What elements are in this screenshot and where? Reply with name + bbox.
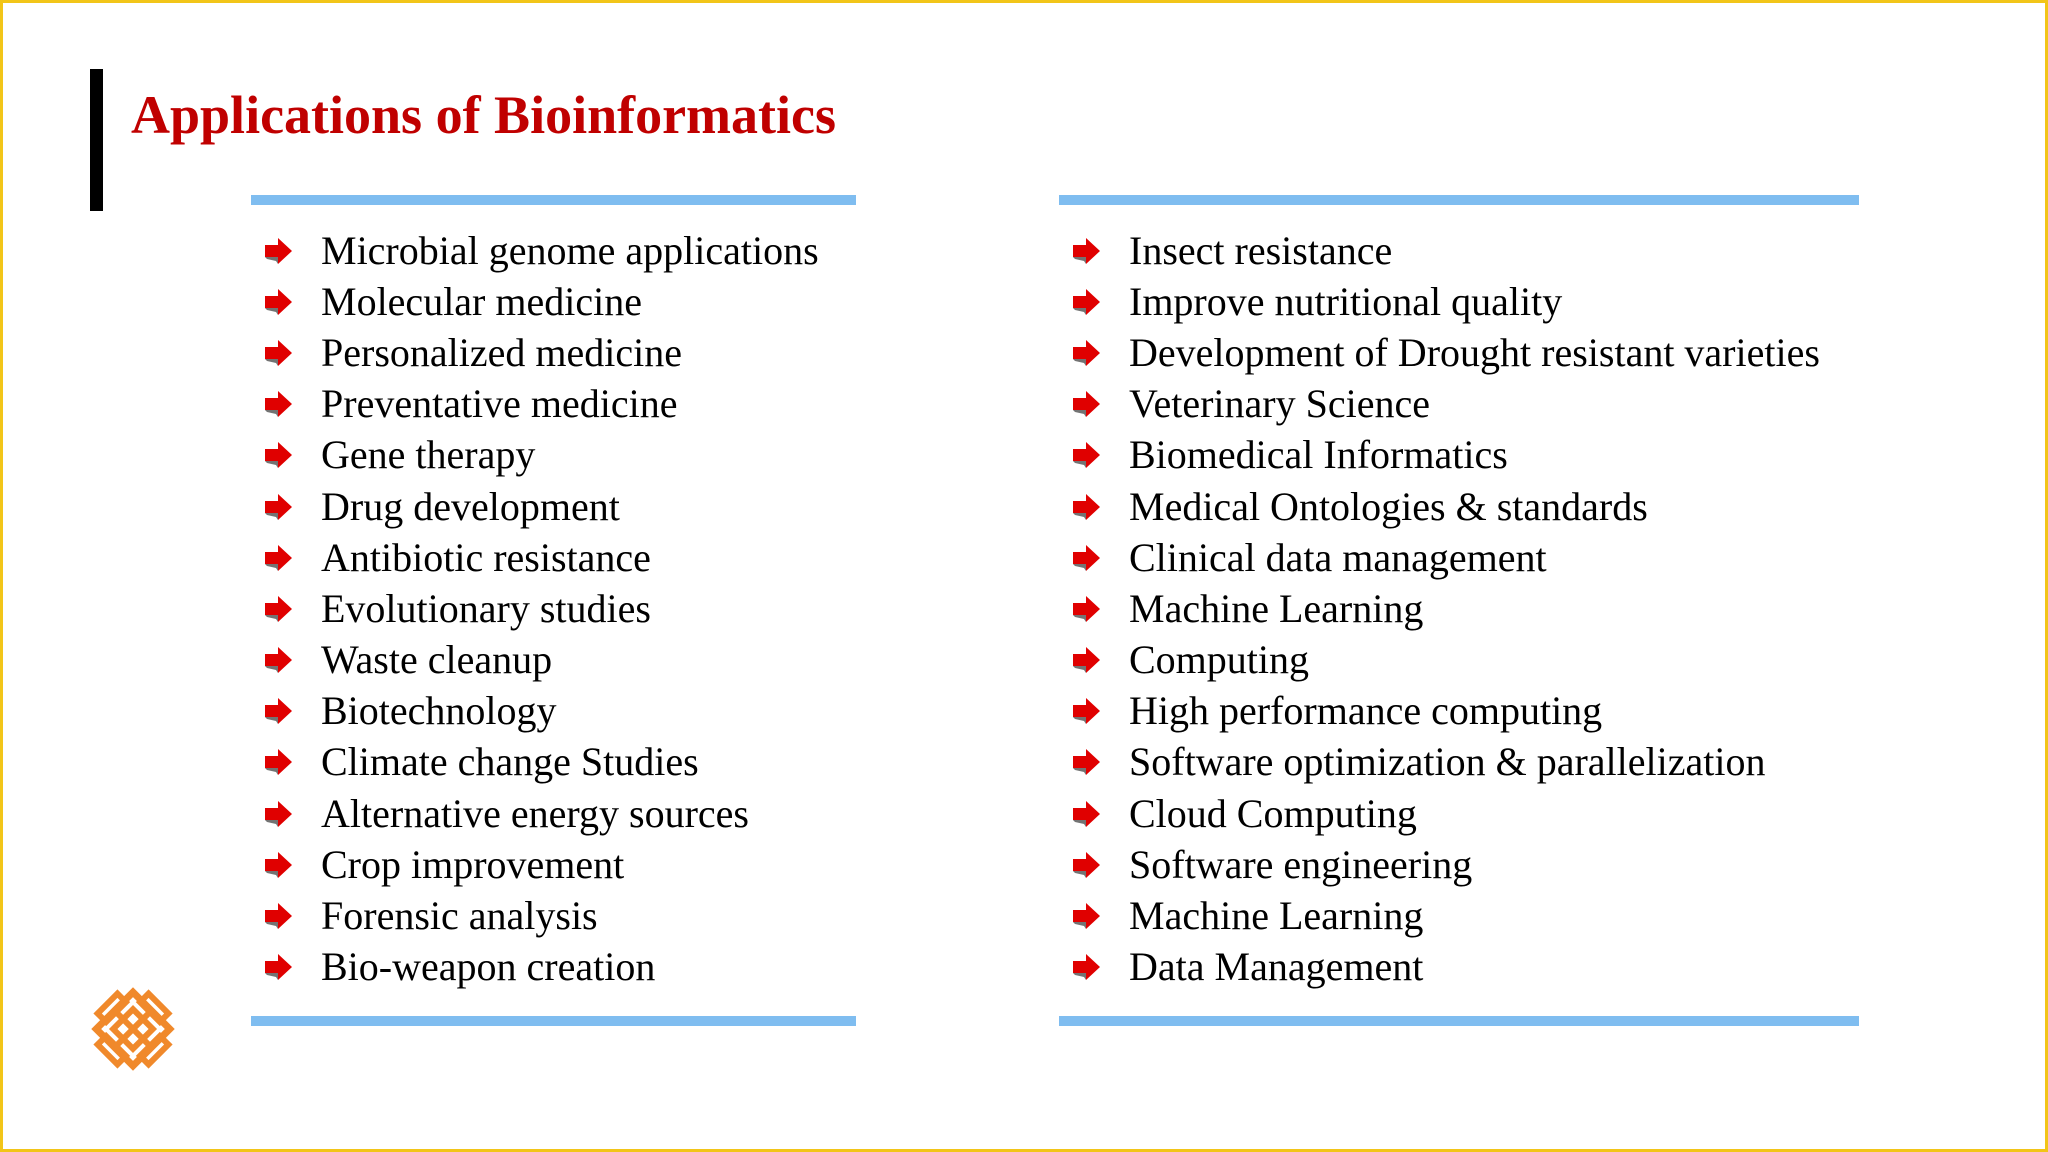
left-bottom-rule: [251, 1016, 856, 1026]
list-item: [263, 788, 819, 839]
list-item: [263, 276, 819, 327]
list-item-text: Biotechnology: [321, 688, 557, 734]
list-item: [263, 686, 819, 737]
list-item: [1071, 635, 1820, 686]
list-item: [263, 635, 819, 686]
list-item: [1071, 839, 1820, 890]
list-item-text: Improve nutritional quality: [1129, 278, 1563, 324]
list-item-text: Drug development: [321, 483, 620, 529]
list-item-text: Machine Learning: [1129, 585, 1424, 631]
red-arrow-icon: [263, 748, 293, 776]
list-item-text: Insect resistance: [1129, 227, 1393, 273]
list-item: [1071, 788, 1820, 839]
right-bottom-rule: [1059, 1016, 1859, 1026]
red-arrow-icon: [1071, 953, 1101, 981]
title-accent-bar: [90, 69, 103, 211]
list-item: [1071, 890, 1820, 941]
red-arrow-icon: [263, 390, 293, 418]
list-item-text: Computing: [1129, 637, 1310, 683]
red-arrow-icon: [1071, 902, 1101, 930]
list-item: [263, 327, 819, 378]
red-arrow-icon: [263, 441, 293, 469]
right-top-rule: [1059, 195, 1859, 205]
red-arrow-icon: [263, 544, 293, 572]
list-item-text: Bio-weapon creation: [321, 944, 656, 990]
list-item-text: Climate change Studies: [321, 739, 699, 785]
red-arrow-icon: [1071, 237, 1101, 265]
list-item-text: Development of Drought resistant varieties: [1129, 329, 1820, 375]
list-item-text: Alternative energy sources: [321, 790, 749, 836]
list-item: [263, 379, 819, 430]
list-item: [263, 481, 819, 532]
red-arrow-icon: [1071, 595, 1101, 623]
endless-knot-logo-icon: [85, 981, 181, 1077]
list-item: [263, 583, 819, 634]
list-item-text: High performance computing: [1129, 688, 1603, 734]
list-item-text: Microbial genome applications: [321, 227, 819, 273]
red-arrow-icon: [1071, 544, 1101, 572]
red-arrow-icon: [1071, 646, 1101, 674]
list-item: [263, 737, 819, 788]
slide-title: Applications of Bioinformatics: [131, 85, 837, 145]
list-item: [1071, 583, 1820, 634]
list-item: [1071, 532, 1820, 583]
list-item-text: Preventative medicine: [321, 381, 678, 427]
red-arrow-icon: [263, 595, 293, 623]
list-item-text: Clinical data management: [1129, 534, 1547, 580]
red-arrow-icon: [263, 237, 293, 265]
red-arrow-icon: [1071, 748, 1101, 776]
list-item-text: Software engineering: [1129, 841, 1473, 887]
list-item: [263, 890, 819, 941]
red-arrow-icon: [263, 800, 293, 828]
red-arrow-icon: [1071, 493, 1101, 521]
list-item-text: Molecular medicine: [321, 278, 642, 324]
list-item: [263, 532, 819, 583]
list-item-text: Forensic analysis: [321, 893, 598, 939]
list-item-text: Medical Ontologies & standards: [1129, 483, 1648, 529]
list-item-text: Waste cleanup: [321, 637, 553, 683]
list-item-text: Data Management: [1129, 944, 1424, 990]
list-item: [1071, 430, 1820, 481]
list-item-text: Personalized medicine: [321, 329, 682, 375]
red-arrow-icon: [263, 493, 293, 521]
red-arrow-icon: [1071, 390, 1101, 418]
red-arrow-icon: [263, 953, 293, 981]
list-item: [263, 430, 819, 481]
list-item: [263, 225, 819, 276]
list-item-text: Machine Learning: [1129, 893, 1424, 939]
list-item-text: Crop improvement: [321, 841, 625, 887]
list-item-text: Antibiotic resistance: [321, 534, 651, 580]
list-item: [263, 942, 819, 993]
list-item-text: Evolutionary studies: [321, 585, 651, 631]
left-top-rule: [251, 195, 856, 205]
red-arrow-icon: [263, 697, 293, 725]
red-arrow-icon: [263, 851, 293, 879]
red-arrow-icon: [263, 339, 293, 367]
list-item: [1071, 225, 1820, 276]
list-item-text: Biomedical Informatics: [1129, 432, 1508, 478]
red-arrow-icon: [263, 902, 293, 930]
list-item: [1071, 276, 1820, 327]
red-arrow-icon: [1071, 697, 1101, 725]
list-item: [1071, 686, 1820, 737]
right-bullet-list: [1071, 225, 1820, 993]
list-item: [1071, 327, 1820, 378]
red-arrow-icon: [263, 646, 293, 674]
red-arrow-icon: [1071, 441, 1101, 469]
list-item: [1071, 737, 1820, 788]
list-item: [1071, 379, 1820, 430]
list-item-text: Software optimization & parallelization: [1129, 739, 1766, 785]
list-item-text: Veterinary Science: [1129, 381, 1430, 427]
red-arrow-icon: [1071, 851, 1101, 879]
left-bullet-list: [263, 225, 819, 993]
list-item-text: Gene therapy: [321, 432, 536, 478]
red-arrow-icon: [1071, 800, 1101, 828]
list-item-text: Cloud Computing: [1129, 790, 1417, 836]
list-item: [1071, 942, 1820, 993]
list-item: [1071, 481, 1820, 532]
red-arrow-icon: [263, 288, 293, 316]
red-arrow-icon: [1071, 339, 1101, 367]
list-item: [263, 839, 819, 890]
red-arrow-icon: [1071, 288, 1101, 316]
